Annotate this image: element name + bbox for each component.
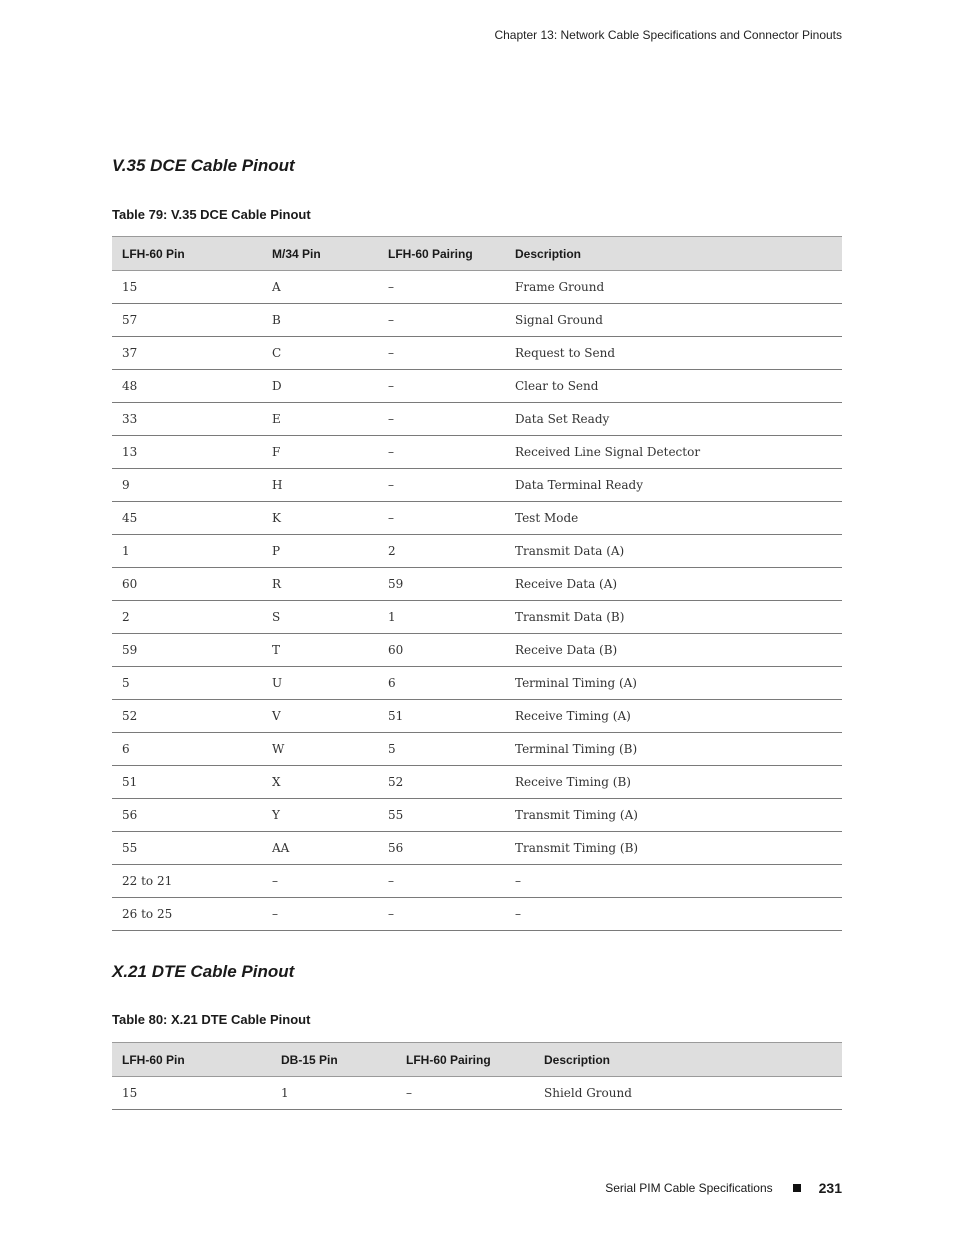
table-cell: U: [262, 667, 378, 700]
column-header: LFH-60 Pairing: [378, 237, 505, 271]
table-cell: K: [262, 502, 378, 535]
table-cell: Shield Ground: [534, 1077, 842, 1110]
table-cell: 1: [112, 535, 262, 568]
table-cell: 6: [112, 733, 262, 766]
table-row: [112, 370, 842, 403]
table-cell: 5: [378, 733, 505, 766]
column-header: M/34 Pin: [262, 237, 378, 271]
table-cell: 26 to 25: [112, 898, 262, 931]
table-cell: 59: [378, 568, 505, 601]
table-cell: 2: [378, 535, 505, 568]
table-cell: 56: [112, 799, 262, 832]
table-cell: Frame Ground: [505, 271, 842, 304]
table-cell: Receive Timing (B): [505, 766, 842, 799]
table-cell: 9: [112, 469, 262, 502]
table-cell: 22 to 21: [112, 865, 262, 898]
column-header: DB-15 Pin: [271, 1043, 396, 1077]
v35-pinout-table: [112, 236, 842, 931]
table-cell: B: [262, 304, 378, 337]
table-header-row: [112, 237, 842, 271]
table-cell: E: [262, 403, 378, 436]
table-cell: 51: [378, 700, 505, 733]
table-cell: Receive Data (B): [505, 634, 842, 667]
table-cell: 56: [378, 832, 505, 865]
table-row: [112, 271, 842, 304]
column-header: LFH-60 Pin: [112, 237, 262, 271]
column-header: Description: [505, 237, 842, 271]
table-cell: Transmit Data (B): [505, 601, 842, 634]
table-cell: 15: [112, 271, 262, 304]
table-row: [112, 436, 842, 469]
table-cell: 37: [112, 337, 262, 370]
section-title-x21: X.21 DTE Cable Pinout: [112, 962, 295, 981]
table-cell: Data Terminal Ready: [505, 469, 842, 502]
table-cell: D: [262, 370, 378, 403]
table-cell: 1: [271, 1077, 396, 1110]
table-cell: 1: [378, 601, 505, 634]
table-header-row: [112, 1043, 842, 1077]
table-cell: S: [262, 601, 378, 634]
table-cell: 55: [112, 832, 262, 865]
table-caption-79: Table 79: V.35 DCE Cable Pinout: [112, 207, 311, 222]
table-cell: 48: [112, 370, 262, 403]
table-cell: Request to Send: [505, 337, 842, 370]
table-cell: A: [262, 271, 378, 304]
table-cell: –: [396, 1077, 534, 1110]
table-cell: Terminal Timing (B): [505, 733, 842, 766]
table-cell: P: [262, 535, 378, 568]
table-caption-80: Table 80: X.21 DTE Cable Pinout: [112, 1012, 311, 1027]
table-row: [112, 898, 842, 931]
table-cell: 52: [378, 766, 505, 799]
table-cell: F: [262, 436, 378, 469]
table-cell: H: [262, 469, 378, 502]
table-cell: Terminal Timing (A): [505, 667, 842, 700]
column-header: LFH-60 Pin: [112, 1043, 271, 1077]
table-cell: Signal Ground: [505, 304, 842, 337]
table-row: [112, 667, 842, 700]
table-row: [112, 733, 842, 766]
table-cell: Receive Timing (A): [505, 700, 842, 733]
table-cell: Clear to Send: [505, 370, 842, 403]
table-row: [112, 502, 842, 535]
square-bullet-icon: [793, 1184, 801, 1192]
table-cell: Data Set Ready: [505, 403, 842, 436]
table-row: [112, 601, 842, 634]
column-header: LFH-60 Pairing: [396, 1043, 534, 1077]
page-footer: [605, 1180, 842, 1196]
table-row: [112, 700, 842, 733]
table-cell: 60: [378, 634, 505, 667]
table-cell: –: [378, 271, 505, 304]
page-number: 231: [818, 1180, 842, 1196]
running-header: Chapter 13: Network Cable Specifications and Connector Pinouts: [494, 28, 842, 42]
table-cell: 15: [112, 1077, 271, 1110]
table-cell: –: [378, 469, 505, 502]
table-cell: 55: [378, 799, 505, 832]
column-header: Description: [534, 1043, 842, 1077]
footer-section-title: Serial PIM Cable Specifications: [605, 1181, 773, 1195]
table-row: [112, 832, 842, 865]
table-row: [112, 766, 842, 799]
table-cell: –: [378, 370, 505, 403]
table-cell: W: [262, 733, 378, 766]
table-cell: Transmit Data (A): [505, 535, 842, 568]
table-cell: Receive Data (A): [505, 568, 842, 601]
table-row: [112, 535, 842, 568]
table-cell: –: [378, 436, 505, 469]
table-row: [112, 865, 842, 898]
table-cell: –: [378, 403, 505, 436]
table-cell: 57: [112, 304, 262, 337]
table-row: [112, 403, 842, 436]
table-cell: V: [262, 700, 378, 733]
table-cell: 5: [112, 667, 262, 700]
table-row: [112, 304, 842, 337]
table-cell: 52: [112, 700, 262, 733]
table-cell: AA: [262, 832, 378, 865]
x21-pinout-table: [112, 1042, 842, 1110]
table-cell: 60: [112, 568, 262, 601]
table-cell: Y: [262, 799, 378, 832]
table-cell: Transmit Timing (B): [505, 832, 842, 865]
table-cell: Transmit Timing (A): [505, 799, 842, 832]
table-row: [112, 1077, 842, 1110]
table-cell: 13: [112, 436, 262, 469]
table-cell: –: [505, 865, 842, 898]
table-cell: 51: [112, 766, 262, 799]
table-cell: 6: [378, 667, 505, 700]
table-row: [112, 568, 842, 601]
table-cell: 45: [112, 502, 262, 535]
table-cell: –: [505, 898, 842, 931]
table-row: [112, 337, 842, 370]
table-row: [112, 634, 842, 667]
table-cell: –: [378, 865, 505, 898]
table-cell: Received Line Signal Detector: [505, 436, 842, 469]
table-cell: T: [262, 634, 378, 667]
table-cell: C: [262, 337, 378, 370]
section-title-v35: V.35 DCE Cable Pinout: [112, 156, 295, 175]
table-row: [112, 799, 842, 832]
table-cell: Test Mode: [505, 502, 842, 535]
table-cell: 2: [112, 601, 262, 634]
table-cell: 59: [112, 634, 262, 667]
table-cell: X: [262, 766, 378, 799]
table-cell: –: [378, 337, 505, 370]
table-cell: R: [262, 568, 378, 601]
table-row: [112, 469, 842, 502]
table-cell: –: [378, 898, 505, 931]
table-cell: 33: [112, 403, 262, 436]
table-cell: –: [262, 898, 378, 931]
table-cell: –: [378, 304, 505, 337]
table-cell: –: [378, 502, 505, 535]
table-cell: –: [262, 865, 378, 898]
